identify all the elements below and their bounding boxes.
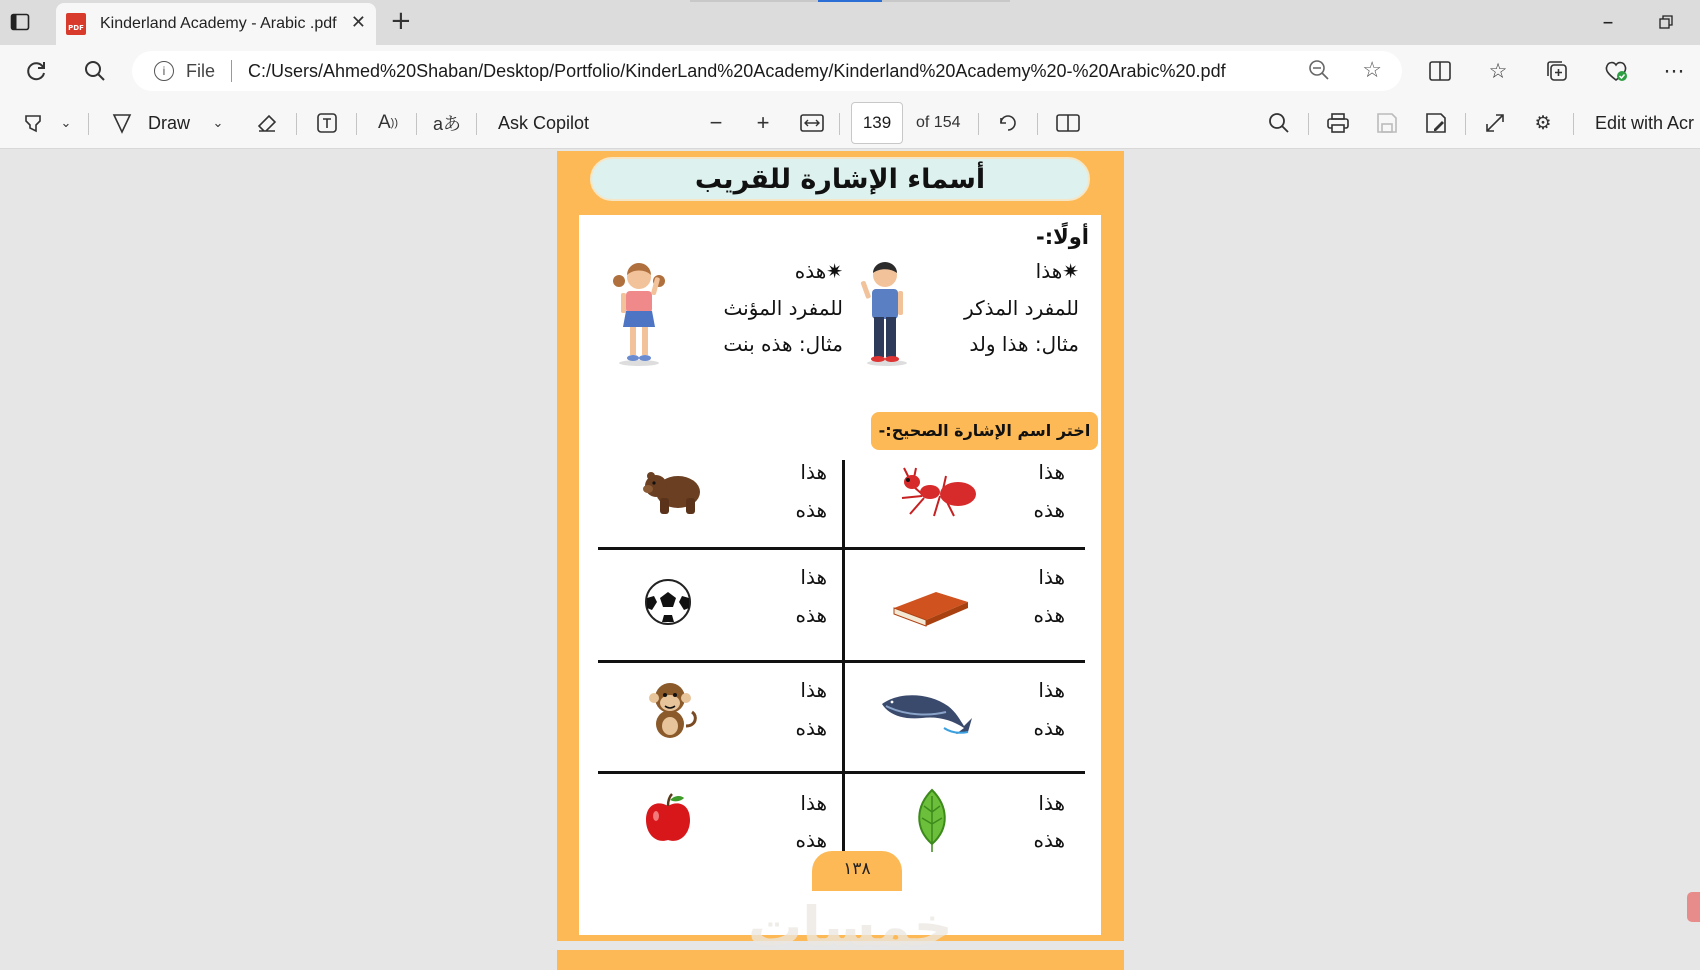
eraser-icon[interactable] xyxy=(252,107,282,139)
save-as-icon[interactable] xyxy=(1421,107,1451,139)
favorites-icon[interactable]: ☆ xyxy=(1488,59,1508,83)
instruction-label: اختر اسم الإشارة الصحيح:- xyxy=(871,412,1098,450)
tab-active[interactable] xyxy=(56,3,376,45)
page-view-icon[interactable] xyxy=(1053,107,1083,139)
edit-with-acrobat-button[interactable]: Edit with Acr xyxy=(1595,112,1695,133)
bear-icon xyxy=(642,462,704,518)
draw-chevron-down-icon[interactable]: ⌄ xyxy=(212,115,224,130)
loading-indicator xyxy=(690,0,1010,2)
grid-divider-horizontal xyxy=(598,660,1085,663)
option-feminine[interactable]: هذه xyxy=(1033,603,1065,627)
option-masculine[interactable]: هذا xyxy=(1038,565,1065,589)
option-feminine[interactable]: هذه xyxy=(1033,828,1065,852)
search-icon[interactable] xyxy=(78,55,112,87)
divider xyxy=(231,60,232,82)
address-input[interactable] xyxy=(132,51,1402,91)
browser-essentials-icon[interactable] xyxy=(1599,55,1633,87)
translate-icon[interactable]: aあ xyxy=(432,114,461,134)
zoom-in-plus-icon[interactable]: + xyxy=(756,110,770,135)
divider xyxy=(476,113,477,135)
new-tab-icon[interactable]: + xyxy=(390,6,412,36)
divider xyxy=(1037,113,1038,135)
divider xyxy=(296,113,297,135)
option-feminine[interactable]: هذه xyxy=(1033,716,1065,740)
page-total-label: of 154 xyxy=(916,114,961,131)
book-icon xyxy=(890,574,970,630)
feminine-line-2: للمفرد المؤنث xyxy=(723,296,843,320)
ant-icon xyxy=(892,466,982,522)
divider xyxy=(1573,113,1574,135)
highlight-icon[interactable] xyxy=(18,107,48,139)
favorite-star-icon[interactable]: ☆ xyxy=(1362,57,1382,82)
feminine-line-3: مثال: هذه بنت xyxy=(723,332,843,356)
option-masculine[interactable]: هذا xyxy=(1038,460,1065,484)
page-number-input[interactable]: 139 xyxy=(851,102,903,144)
zoom-out-icon[interactable] xyxy=(1308,59,1330,87)
feminine-line-1: ✷هذه xyxy=(794,259,843,283)
leaf-icon xyxy=(910,788,954,852)
pdf-file-icon: PDF xyxy=(66,13,86,35)
restore-icon[interactable] xyxy=(1648,6,1684,38)
draw-button[interactable]: Draw xyxy=(148,112,191,133)
masculine-line-1: ✷هذا xyxy=(1035,259,1079,283)
page-content xyxy=(579,215,1101,935)
tab-actions-icon[interactable] xyxy=(2,6,38,38)
watermark: خمسات xyxy=(748,895,953,958)
apple-icon xyxy=(644,792,692,844)
masculine-line-2: للمفرد المذكر xyxy=(964,296,1079,320)
side-panel-handle[interactable] xyxy=(1687,892,1700,922)
whale-icon xyxy=(878,684,978,740)
grid-divider-horizontal xyxy=(598,547,1085,550)
option-masculine[interactable]: هذا xyxy=(800,565,827,589)
divider xyxy=(1465,113,1466,135)
minimize-icon[interactable]: – xyxy=(1602,9,1614,35)
page-number: ١٣٨ xyxy=(812,851,902,891)
option-masculine[interactable]: هذا xyxy=(1038,678,1065,702)
fit-to-width-icon[interactable] xyxy=(797,107,827,139)
print-icon[interactable] xyxy=(1323,107,1353,139)
file-label: File xyxy=(186,60,216,81)
option-masculine[interactable]: هذا xyxy=(800,678,827,702)
info-icon[interactable]: i xyxy=(154,61,174,81)
page-title: أسماء الإشارة للقريب xyxy=(590,157,1090,201)
more-options-icon[interactable]: ⋯ xyxy=(1663,59,1685,83)
address-bar-row xyxy=(0,45,1700,97)
option-masculine[interactable]: هذا xyxy=(800,460,827,484)
option-masculine[interactable]: هذا xyxy=(800,791,827,815)
boy-icon xyxy=(857,259,917,367)
divider xyxy=(416,113,417,135)
zoom-out-minus-icon[interactable]: − xyxy=(709,110,723,135)
section-heading: أولًا:- xyxy=(1035,225,1089,249)
tab-title: Kinderland Academy - Arabic .pdf xyxy=(100,15,337,32)
girl-icon xyxy=(609,259,669,367)
text-box-icon[interactable] xyxy=(312,107,342,139)
ask-copilot-button[interactable]: Ask Copilot xyxy=(498,112,590,133)
monkey-icon xyxy=(642,678,698,742)
full-screen-icon[interactable] xyxy=(1480,107,1510,139)
rotate-icon[interactable] xyxy=(993,107,1023,139)
close-tab-icon[interactable]: ✕ xyxy=(350,12,366,33)
grid-divider-vertical xyxy=(842,460,845,880)
option-feminine[interactable]: هذه xyxy=(795,603,827,627)
pdf-page xyxy=(557,151,1124,941)
masculine-line-3: مثال: هذا ولد xyxy=(969,332,1079,356)
pdf-toolbar xyxy=(0,97,1700,149)
divider xyxy=(978,113,979,135)
find-in-page-icon[interactable] xyxy=(1264,107,1294,139)
option-feminine[interactable]: هذه xyxy=(795,498,827,522)
divider xyxy=(88,113,89,135)
refresh-icon[interactable] xyxy=(19,55,53,87)
read-aloud-icon[interactable]: A )) xyxy=(377,112,398,133)
grid-divider-horizontal xyxy=(598,771,1085,774)
pdf-settings-icon[interactable]: ⚙ xyxy=(1534,112,1552,134)
divider xyxy=(1308,113,1309,135)
tab-strip xyxy=(0,0,1700,45)
divider xyxy=(356,113,357,135)
split-screen-icon[interactable] xyxy=(1423,55,1457,87)
save-icon[interactable] xyxy=(1372,107,1402,139)
option-masculine[interactable]: هذا xyxy=(1038,791,1065,815)
pdf-viewer[interactable] xyxy=(0,149,1700,970)
highlight-chevron-down-icon[interactable]: ⌄ xyxy=(60,115,72,130)
option-feminine[interactable]: هذه xyxy=(1033,498,1065,522)
divider xyxy=(839,113,840,135)
collections-icon[interactable] xyxy=(1540,55,1574,87)
url-text: C:/Users/Ahmed%20Shaban/Desktop/Portfolio/KinderLand%20Academy/Kinderland%20Academy%20-%20Arabic%20.pdf xyxy=(248,60,1226,81)
option-feminine[interactable]: هذه xyxy=(795,828,827,852)
exercise-grid xyxy=(598,460,1085,880)
option-feminine[interactable]: هذه xyxy=(795,716,827,740)
soccer-ball-icon xyxy=(644,578,692,626)
draw-icon[interactable] xyxy=(108,107,136,139)
